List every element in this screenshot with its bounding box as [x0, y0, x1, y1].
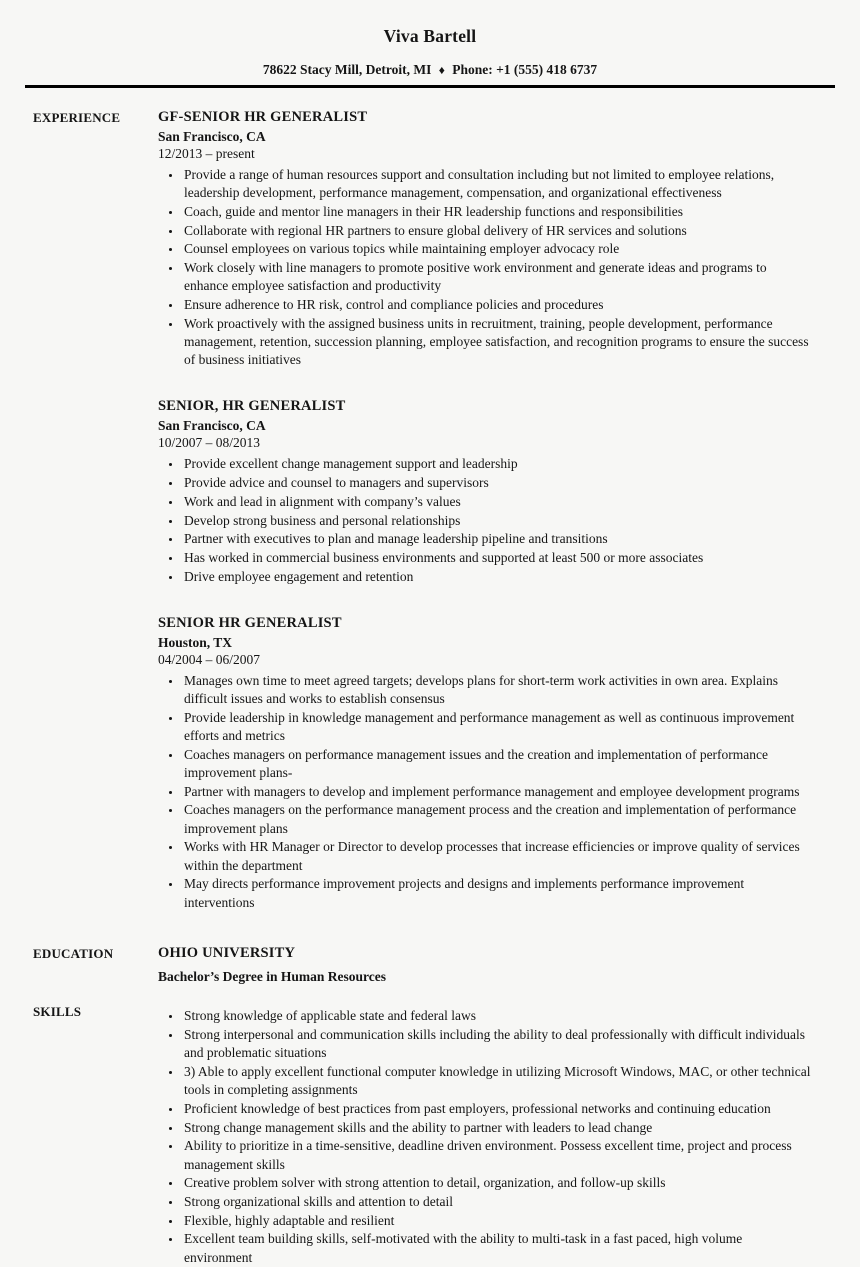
- bullet-item: • Strong knowledge of applicable state and federal laws: [182, 1007, 813, 1025]
- bullet-item: • Work and lead in alignment with company’s values: [182, 493, 813, 511]
- contact-address: 78622 Stacy Mill, Detroit, MI: [262, 62, 432, 77]
- bullet-item: • Flexible, highly adaptable and resilient: [182, 1212, 813, 1230]
- section-experience: [25, 109, 835, 912]
- job-title: SENIOR, HR GENERALIST: [158, 398, 346, 415]
- bullet-item: • Collaborate with regional HR partners to ensure global delivery of HR services and solutions: [182, 222, 813, 240]
- job-location: San Francisco, CA: [158, 129, 266, 144]
- bullet-item: • Strong change management skills and the ability to partner with leaders to lead change: [182, 1119, 813, 1137]
- section-skills: [25, 1003, 835, 1267]
- bullet-item: • Ability to prioritize in a time-sensitive, deadline driven environment. Possess excellent time, project and process management skills: [182, 1137, 813, 1173]
- bullet-item: • Coaches managers on performance management issues and the creation and implementation of performance improvement plans-: [182, 746, 813, 782]
- bullet-item: • Manages own time to meet agreed targets; develops plans for short-term work activities in own area. Explains difficult issues and works to establish consensus: [182, 672, 813, 708]
- job-entry: [158, 615, 813, 912]
- job-bullet-list: [158, 672, 813, 912]
- school-name: OHIO UNIVERSITY: [158, 945, 296, 962]
- bullet-item: • Provide a range of human resources support and consultation including but not limited to employee relations, leadership development, performance management, compensation, and organizational effectiveness: [182, 166, 813, 202]
- job-entry: [158, 109, 813, 369]
- diamond-separator-icon: ♦: [438, 63, 445, 77]
- experience-body: [158, 109, 813, 912]
- bullet-item: • Counsel employees on various topics while maintaining employer advocacy role: [182, 240, 813, 258]
- job-entry: [158, 398, 813, 586]
- experience-heading: EXPERIENCE: [33, 110, 121, 125]
- skills-body: [158, 1003, 813, 1267]
- job-bullet-list: [158, 166, 813, 369]
- bullet-item: • Partner with executives to plan and manage leadership pipeline and transitions: [182, 530, 813, 548]
- degree-name: Bachelor’s Degree in Human Resources: [158, 969, 386, 985]
- education-body: [158, 945, 813, 985]
- contact-line: [25, 62, 835, 78]
- job-location: San Francisco, CA: [158, 418, 266, 434]
- bullet-item: • 3) Able to apply excellent functional computer knowledge in utilizing Microsoft Windows, MAC, or other technical tools in completing assignments: [182, 1063, 813, 1099]
- bullet-item: • Work proactively with the assigned business units in recruitment, training, people development, performance management, retention, succession planning, employee satisfaction, and recognition programs to ensure the success of business initiatives: [182, 315, 813, 370]
- bullet-item: • Partner with managers to develop and implement performance management and employee development programs: [182, 783, 813, 801]
- education-heading: EDUCATION: [33, 946, 114, 962]
- bullet-item: • Work closely with line managers to promote positive work environment and generate ideas and programs to enhance employee satisfaction and productivity: [182, 259, 813, 295]
- resume-header: [25, 26, 835, 78]
- job-dates: 10/2007 – 08/2013: [158, 435, 261, 451]
- bullet-item: • Ensure adherence to HR risk, control and compliance policies and procedures: [182, 296, 813, 314]
- candidate-name: Viva Bartell: [383, 26, 477, 46]
- header-divider: [25, 85, 835, 88]
- job-title: SENIOR HR GENERALIST: [158, 614, 342, 631]
- skills-heading: SKILLS: [33, 1004, 82, 1020]
- job-location: Houston, TX: [158, 634, 233, 650]
- job-title: GF-SENIOR HR GENERALIST: [158, 109, 368, 125]
- bullet-item: • Strong organizational skills and attention to detail: [182, 1193, 813, 1211]
- bullet-item: • May directs performance improvement projects and designs and implements performance improvement interventions: [182, 875, 813, 911]
- bullet-item: • Provide leadership in knowledge management and performance management as well as continuous improvement efforts and metrics: [182, 709, 813, 745]
- bullet-item: • Works with HR Manager or Director to develop processes that increase efficiencies or improve quality of services within the department: [182, 838, 813, 874]
- bullet-item: • Has worked in commercial business environments and supported at least 500 or more associates: [182, 549, 813, 567]
- bullet-item: • Coaches managers on the performance management process and the creation and implementation of performance improvement plans: [182, 801, 813, 837]
- bullet-item: • Provide excellent change management support and leadership: [182, 455, 813, 473]
- bullet-item: • Develop strong business and personal relationships: [182, 512, 813, 530]
- job-dates: 04/2004 – 06/2007: [158, 651, 261, 667]
- job-dates: 12/2013 – present: [158, 146, 255, 161]
- skills-bullet-list: [158, 1007, 813, 1267]
- contact-phone: Phone: +1 (555) 418 6737: [452, 62, 598, 77]
- bullet-item: • Provide advice and counsel to managers and supervisors: [182, 474, 813, 492]
- bullet-item: • Proficient knowledge of best practices from past employers, professional networks and continuing education: [182, 1100, 813, 1118]
- bullet-item: • Creative problem solver with strong attention to detail, organization, and follow-up skills: [182, 1174, 813, 1192]
- bullet-item: • Coach, guide and mentor line managers in their HR leadership functions and responsibilities: [182, 203, 813, 221]
- job-bullet-list: [158, 455, 813, 586]
- bullet-item: • Excellent team building skills, self-motivated with the ability to multi-task in a fast paced, high volume environment: [182, 1230, 813, 1266]
- bullet-item: • Strong interpersonal and communication skills including the ability to deal professionally with difficult individuals and problematic situations: [182, 1026, 813, 1062]
- section-education: [25, 945, 835, 985]
- bullet-item: • Drive employee engagement and retention: [182, 568, 813, 586]
